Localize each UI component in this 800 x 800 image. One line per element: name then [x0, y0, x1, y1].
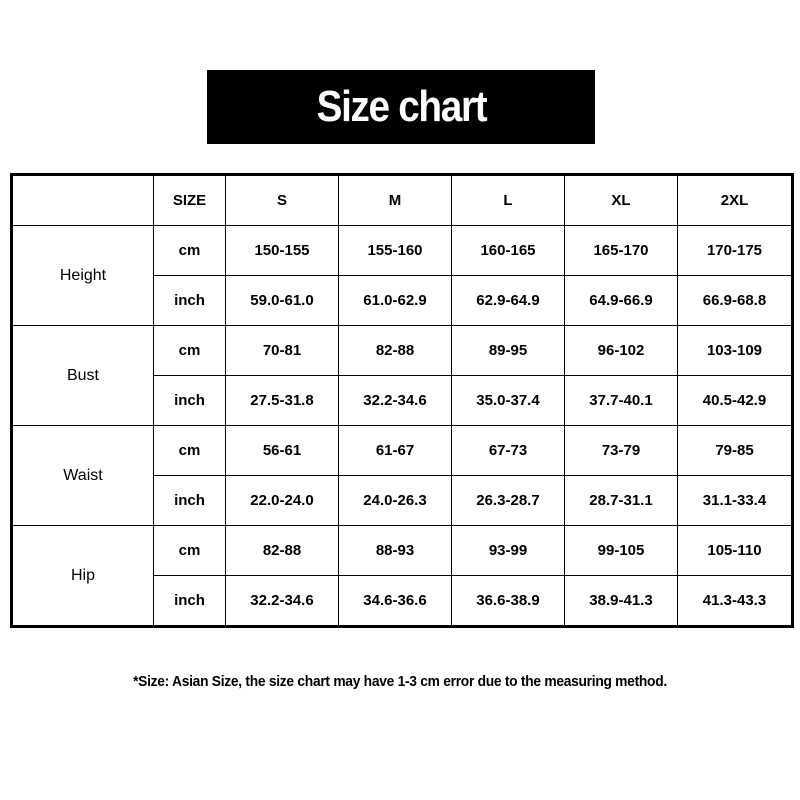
header-size-s: S	[226, 175, 339, 226]
measurement-label-height: Height	[12, 226, 154, 326]
value-cell: 89-95	[452, 326, 565, 376]
value-cell: 37.7-40.1	[565, 376, 678, 426]
table-row	[12, 526, 793, 576]
value-cell: 61-67	[339, 426, 452, 476]
value-cell: 93-99	[452, 526, 565, 576]
value-cell: 79-85	[678, 426, 793, 476]
value-cell: 96-102	[565, 326, 678, 376]
unit-cell: inch	[154, 376, 226, 426]
table-row	[12, 326, 793, 376]
value-cell: 24.0-26.3	[339, 476, 452, 526]
size-note: *Size: Asian Size, the size chart may have 1-3 cm error due to the measuring method.	[133, 673, 667, 690]
header-corner-cell	[12, 175, 154, 226]
value-cell: 28.7-31.1	[565, 476, 678, 526]
value-cell: 73-79	[565, 426, 678, 476]
page-title: Size chart	[316, 82, 486, 131]
value-cell: 99-105	[565, 526, 678, 576]
measurement-label-hip: Hip	[12, 526, 154, 627]
measurement-label-waist: Waist	[12, 426, 154, 526]
unit-cell: cm	[154, 226, 226, 276]
value-cell: 64.9-66.9	[565, 276, 678, 326]
value-cell: 67-73	[452, 426, 565, 476]
unit-cell: cm	[154, 426, 226, 476]
value-cell: 165-170	[565, 226, 678, 276]
table-row	[12, 226, 793, 276]
value-cell: 36.6-38.9	[452, 576, 565, 627]
value-cell: 170-175	[678, 226, 793, 276]
value-cell: 26.3-28.7	[452, 476, 565, 526]
value-cell: 56-61	[226, 426, 339, 476]
value-cell: 62.9-64.9	[452, 276, 565, 326]
unit-cell: inch	[154, 476, 226, 526]
header-size-xl: XL	[565, 175, 678, 226]
header-size-l: L	[452, 175, 565, 226]
value-cell: 31.1-33.4	[678, 476, 793, 526]
value-cell: 160-165	[452, 226, 565, 276]
value-cell: 61.0-62.9	[339, 276, 452, 326]
value-cell: 32.2-34.6	[339, 376, 452, 426]
value-cell: 66.9-68.8	[678, 276, 793, 326]
value-cell: 88-93	[339, 526, 452, 576]
header-size-m: M	[339, 175, 452, 226]
size-table	[10, 173, 794, 628]
value-cell: 27.5-31.8	[226, 376, 339, 426]
value-cell: 41.3-43.3	[678, 576, 793, 627]
title-banner	[207, 70, 595, 144]
unit-cell: cm	[154, 526, 226, 576]
value-cell: 70-81	[226, 326, 339, 376]
measurement-label-bust: Bust	[12, 326, 154, 426]
header-row	[12, 175, 793, 226]
unit-cell: cm	[154, 326, 226, 376]
unit-cell: inch	[154, 576, 226, 627]
value-cell: 105-110	[678, 526, 793, 576]
value-cell: 34.6-36.6	[339, 576, 452, 627]
value-cell: 150-155	[226, 226, 339, 276]
value-cell: 38.9-41.3	[565, 576, 678, 627]
value-cell: 32.2-34.6	[226, 576, 339, 627]
header-size-2xl: 2XL	[678, 175, 793, 226]
value-cell: 59.0-61.0	[226, 276, 339, 326]
unit-cell: inch	[154, 276, 226, 326]
value-cell: 82-88	[226, 526, 339, 576]
value-cell: 155-160	[339, 226, 452, 276]
header-size-label: SIZE	[154, 175, 226, 226]
value-cell: 103-109	[678, 326, 793, 376]
value-cell: 35.0-37.4	[452, 376, 565, 426]
table-row	[12, 426, 793, 476]
value-cell: 82-88	[339, 326, 452, 376]
value-cell: 40.5-42.9	[678, 376, 793, 426]
value-cell: 22.0-24.0	[226, 476, 339, 526]
